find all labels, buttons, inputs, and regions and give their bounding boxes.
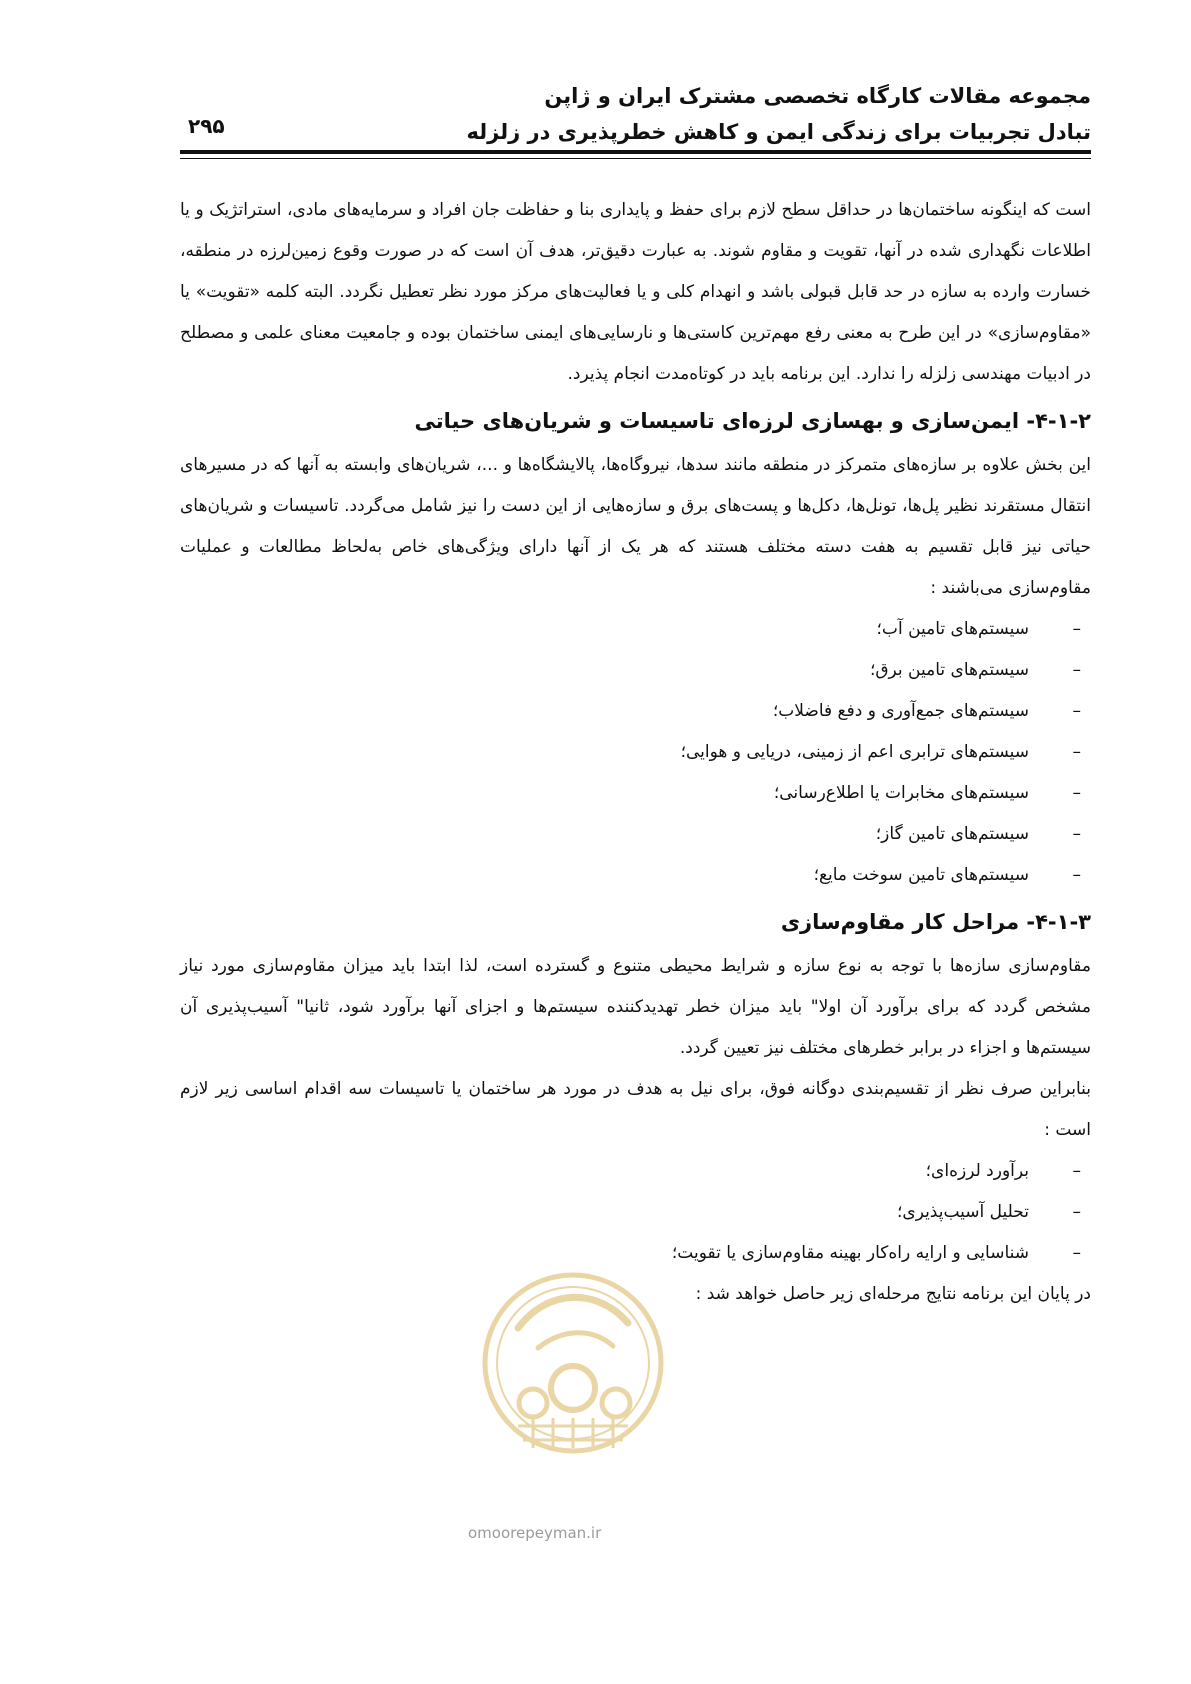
list-item [180,773,1091,814]
bullet-dash: – [1072,865,1081,885]
header-rule-thick [180,150,1091,154]
header-title-line1: مجموعه مقالات کارگاه تخصصی مشترک ایران و ژاپن [544,84,1091,108]
section-heading-retrofit-steps: ۴-۱-۳- مراحل کار مقاوم‌سازی [780,910,1091,934]
header-rule-thin [180,158,1091,159]
list-item-text: سیستم‌های تامین سوخت مایع؛ [813,865,1029,885]
retrofit-paragraph-1: مقاوم‌سازی سازه‌ها با توجه به نوع سازه و شرایط محیطی متنوع و گسترده است، لذا ابتدا باید میزان مقاوم‌سازی مورد نیاز مشخص گردد که برای برآورد آن اولا" باید میزان خطر تهدیدکننده سیستم‌ها و اجزای آنها برآورد شود، ثانیا" آسیب‌پذیری آن سیستم‌ها و اجزاء در برابر خطرهای مختلف نیز تعیین گردد. [180,956,1091,1058]
bullet-dash: – [1072,783,1081,803]
list-item-text: سیستم‌های تامین آب؛ [876,619,1029,639]
list-item [180,1192,1091,1233]
page-content [180,190,1091,1315]
retrofit-steps-list [180,1151,1091,1274]
bullet-dash: – [1072,1202,1081,1222]
page-header [180,78,1091,150]
bullet-dash: – [1072,1161,1081,1181]
bullet-dash: – [1072,1243,1081,1263]
list-item-text: سیستم‌های جمع‌آوری و دفع فاضلاب؛ [772,701,1029,721]
bullet-dash: – [1072,824,1081,844]
bullet-dash: – [1072,701,1081,721]
list-item [180,1151,1091,1192]
list-item-text: سیستم‌های مخابرات یا اطلاع‌رسانی؛ [773,783,1029,803]
lifelines-list [180,609,1091,896]
bullet-dash: – [1072,742,1081,762]
list-item [180,814,1091,855]
list-item-text: برآورد لرزه‌ای؛ [925,1161,1029,1181]
list-item [180,691,1091,732]
list-item [180,650,1091,691]
list-item [180,855,1091,896]
section-heading-lifelines: ۴-۱-۲- ایمن‌سازی و بهسازی لرزه‌ای تاسیسات و شریان‌های حیاتی [414,409,1091,433]
list-item-text: سیستم‌های ترابری اعم از زمینی، دریایی و هوایی؛ [680,742,1029,762]
watermark-seal-icon [478,1268,668,1498]
list-item-text: سیستم‌های تامین برق؛ [869,660,1029,680]
retrofit-paragraph-2: بنابراین صرف نظر از تقسیم‌بندی دوگانه فوق، برای نیل به هدف در مورد هر ساختمان یا تاسیسات سه اقدام اساسی زیر لازم است : [180,1079,1091,1140]
bullet-dash: – [1072,619,1081,639]
list-item-text: تحلیل آسیب‌پذیری؛ [896,1202,1029,1222]
intro-paragraph: است که اینگونه ساختمان‌ها در حداقل سطح لازم برای حفظ و پایداری بنا و حفاظت جان افراد و سرمایه‌های مادی، استراتژیک و یا اطلاعات نگهداری شده در آنها، تقویت و مقاوم شوند. به عبارت دقیق‌تر، هدف آن است که در صورت وقوع زمین‌لرزه در منطقه، خسارت وارده به سازه در حد قابل قبولی باشد و انهدام کلی و یا فعالیت‌های مرکز مورد نظر تعطیل نگردد. البته کلمه «تقویت» یا «مقاوم‌سازی» در این طرح به معنی رفع مهم‌ترین کاستی‌ها و نارسایی‌های ایمنی ساختمان بوده و جامعیت معنای علمی و مصطلح در ادبیات مهندسی زلزله را ندارد. این برنامه باید در کوتاه‌مدت انجام پذیرد. [180,200,1091,384]
closing-paragraph: در پایان این برنامه نتایج مرحله‌ای زیر حاصل خواهد شد : [695,1284,1091,1304]
list-item [180,609,1091,650]
list-item-text: شناسایی و ارایه راه‌کار بهینه مقاوم‌سازی یا تقویت؛ [671,1243,1029,1263]
watermark-site: omoorepeyman.ir [468,1524,602,1542]
header-title-line2: تبادل تجربیات برای زندگی ایمن و کاهش خطرپذیری در زلزله [466,120,1091,144]
list-item [180,732,1091,773]
bullet-dash: – [1072,660,1081,680]
page-number: ۲۹۵ [188,114,225,138]
list-item-text: سیستم‌های تامین گاز؛ [875,824,1029,844]
lifelines-paragraph: این بخش علاوه بر سازه‌های متمرکز در منطقه مانند سدها، نیروگاه‌ها، پالایشگاه‌ها و ...، شریان‌های وابسته به آنها که در مسیرهای انتقال مستقرند نظیر پل‌ها، تونل‌ها، دکل‌ها و پست‌های برق و سازه‌هایی از این دست را نیز شامل می‌گردد. تاسیسات و شریان‌های حیاتی نیز قابل تقسیم به هفت دسته مختلف هستند که هر یک از آنها دارای ویژگی‌های خاص به‌لحاظ مطالعات و عملیات مقاوم‌سازی می‌باشند : [180,455,1091,598]
